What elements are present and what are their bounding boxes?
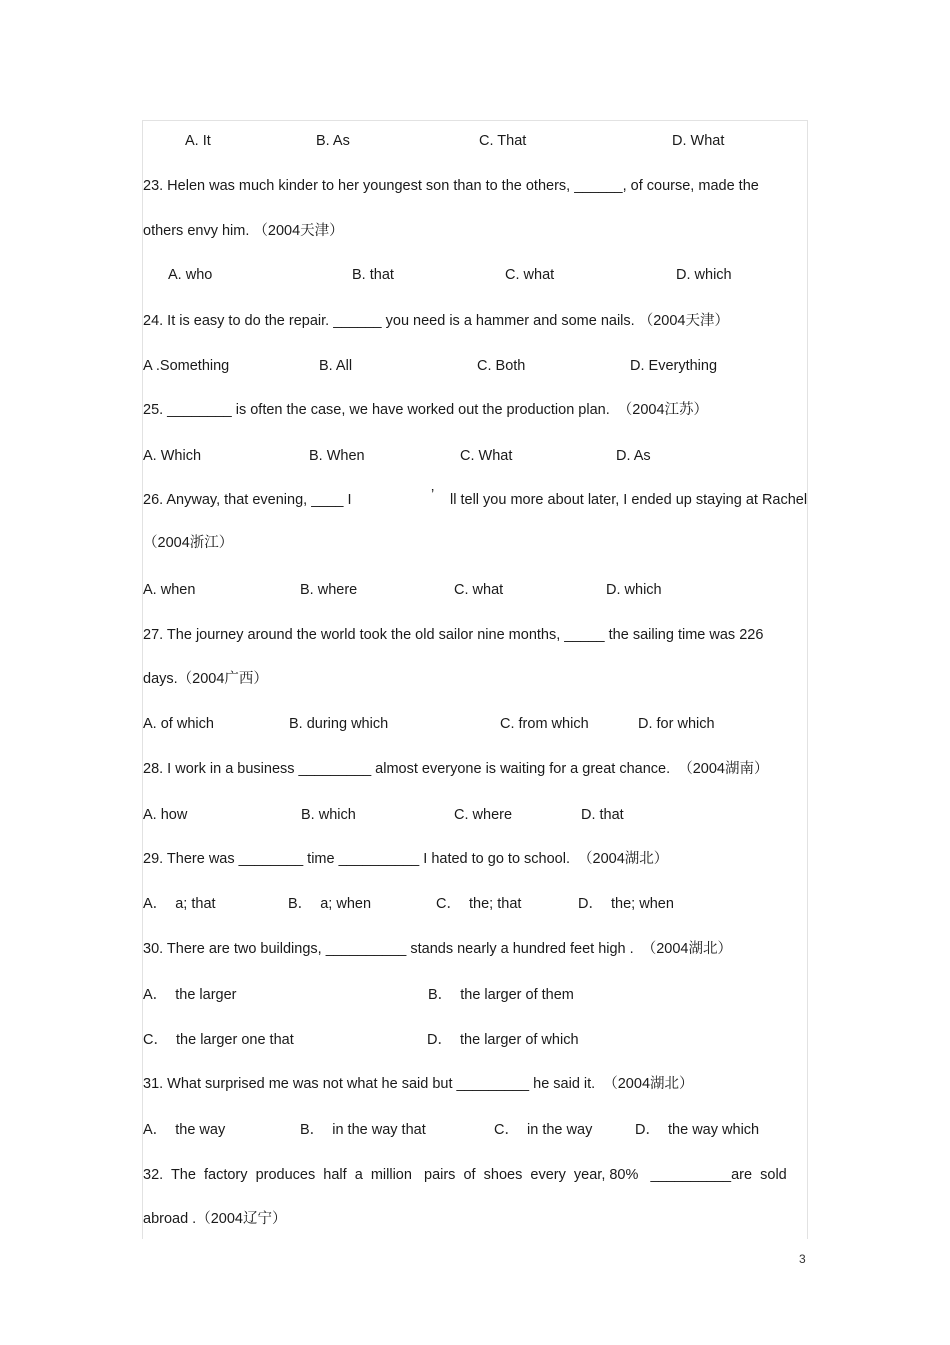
option: A. when (143, 582, 196, 598)
option: D. for which (638, 716, 715, 732)
option: D. which (606, 582, 662, 598)
question-text: 25. ________ is often the case, we have worked out the production plan. （2004江苏） (143, 402, 709, 418)
option: D. As (616, 448, 651, 464)
option: D. Everything (630, 358, 718, 374)
option: C． the; that (436, 896, 522, 912)
question-text: 31. What surprised me was not what he said but _________ he said it. （2004湖北） (143, 1076, 694, 1092)
option: A. of which (143, 716, 214, 732)
option: C． the larger one that (143, 1032, 294, 1048)
option: C. what (505, 267, 555, 283)
question-text: days.（2004广西） (143, 671, 268, 687)
option: D. What (672, 133, 725, 149)
question-text: ll tell you more about later, I ended up staying at Rachel (450, 492, 808, 508)
option: A. Which (143, 448, 202, 464)
option: A． the larger (143, 987, 237, 1003)
option: C. That (479, 133, 527, 149)
option: B. during which (289, 716, 389, 732)
option: A. who (168, 267, 213, 283)
page-number: 3 (799, 1252, 806, 1266)
question-text: 24. It is easy to do the repair. ______ you need is a hammer and some nails. （2004天津） (143, 313, 729, 329)
option: B. that (352, 267, 394, 283)
option: C. where (454, 807, 513, 823)
option: B． in the way that (300, 1122, 426, 1138)
option: B. All (319, 358, 353, 374)
option: D. that (581, 807, 624, 823)
option: A． the way (143, 1122, 226, 1138)
option: C. Both (477, 358, 526, 374)
question-text: 23. Helen was much kinder to her youngest son than to the others, ______, of course, made the (143, 178, 759, 194)
option: D. which (676, 267, 732, 283)
option: A .Something (143, 358, 230, 374)
option: D． the; when (578, 896, 674, 912)
question-text: others envy him. （2004天津） (143, 223, 344, 239)
question-text: abroad .（2004辽宁） (143, 1211, 287, 1227)
option: A. It (185, 133, 211, 149)
question-text: 30. There are two buildings, __________ stands nearly a hundred feet high . （2004湖北） (143, 941, 732, 957)
option: B. When (309, 448, 365, 464)
option: C. what (454, 582, 504, 598)
question-text: 32. The factory produces half a million pairs of shoes every year, 80% __________are sold (143, 1167, 787, 1183)
option: B． the larger of them (428, 987, 574, 1003)
option: B. As (316, 133, 350, 149)
option: A． a; that (143, 896, 216, 912)
option: D． the larger of which (427, 1032, 579, 1048)
question-text: （2004浙江） (143, 535, 234, 551)
option: C. from which (500, 716, 589, 732)
question-text: 26. Anyway, that evening, ____ I (143, 492, 352, 508)
option: C． in the way (494, 1122, 593, 1138)
option: A. how (143, 807, 188, 823)
option: B. which (301, 807, 356, 823)
option: B. where (300, 582, 358, 598)
apostrophe-fragment: ’ (431, 487, 435, 503)
question-text: 29. There was ________ time __________ I hated to go to school. （2004湖北） (143, 851, 669, 867)
question-text: 28. I work in a business _________ almost everyone is waiting for a great chance. （2004湖南） (143, 761, 769, 777)
option: C. What (460, 448, 513, 464)
option: D． the way which (635, 1122, 760, 1138)
option: B． a; when (288, 896, 372, 912)
question-text: 27. The journey around the world took the old sailor nine months, _____ the sailing time was 226 (143, 627, 764, 643)
